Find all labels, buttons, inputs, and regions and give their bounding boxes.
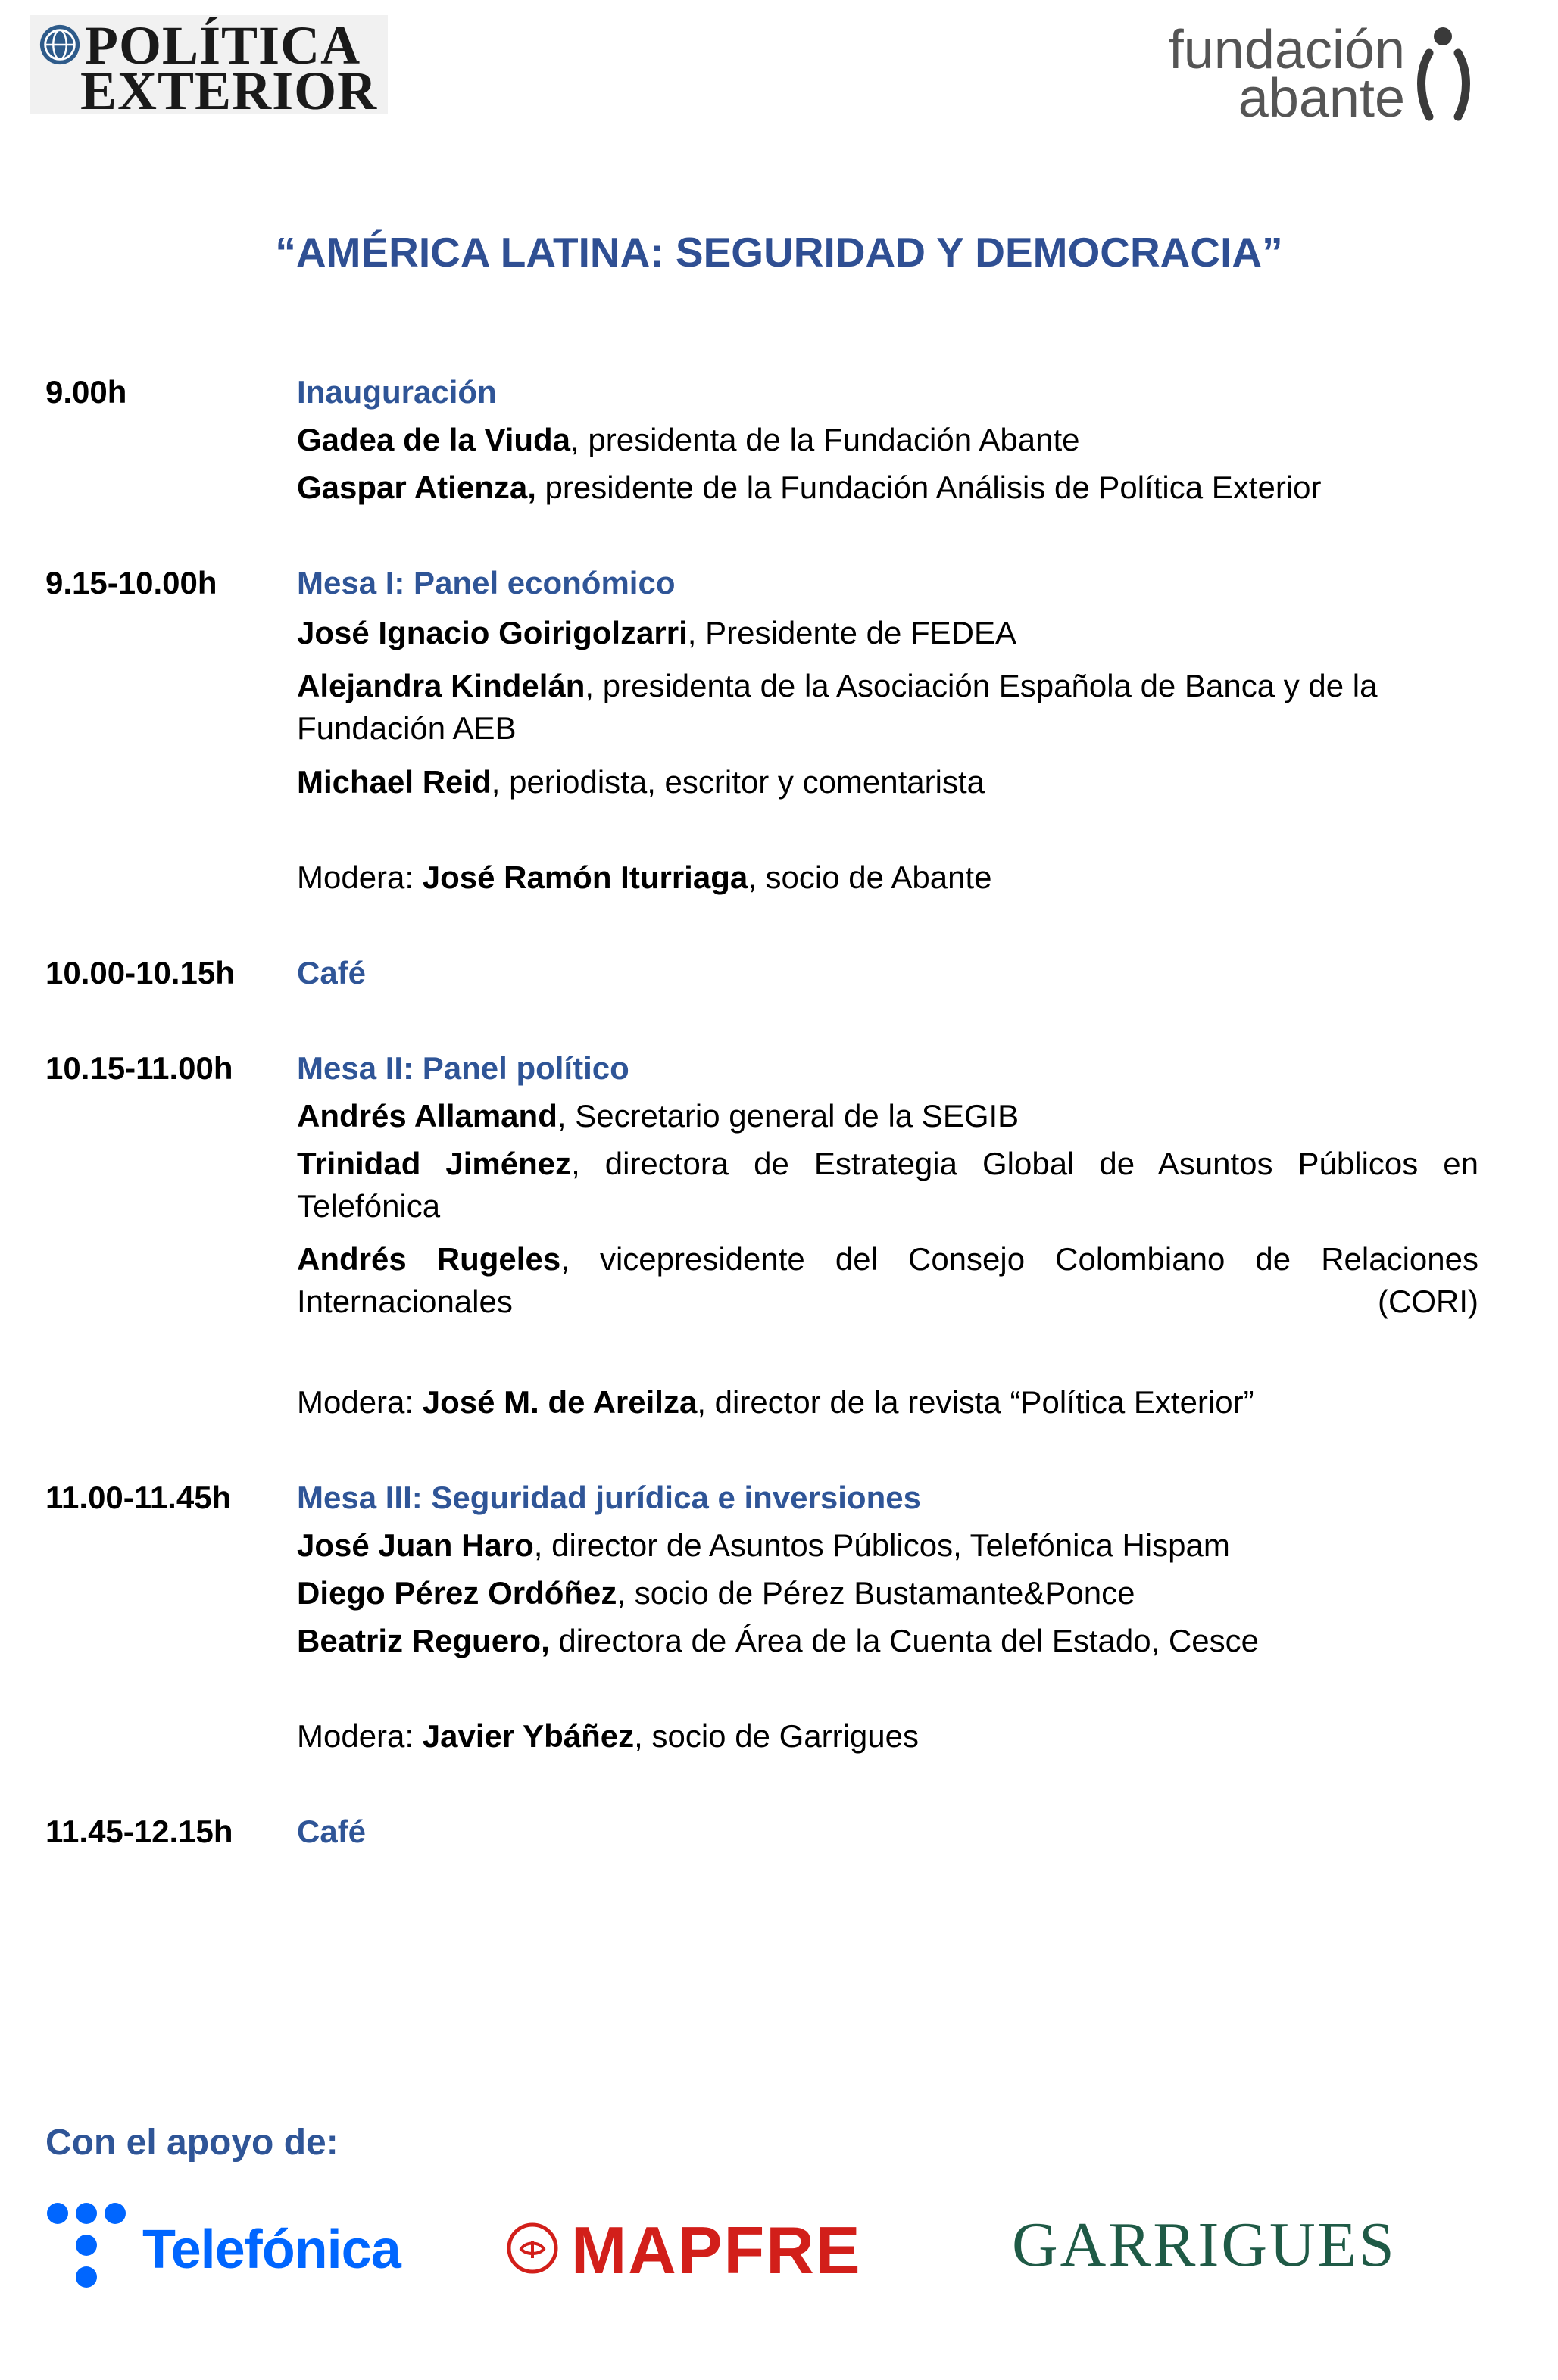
speaker-line bbox=[297, 1238, 1478, 1323]
abante-logo-line2: abante bbox=[1238, 68, 1405, 129]
speaker-name: Alejandra Kindelán bbox=[297, 668, 585, 703]
garrigues-logo: GARRIGUES bbox=[1012, 2210, 1397, 2280]
session-heading: Café bbox=[297, 955, 367, 990]
session-heading: Inauguración bbox=[297, 374, 497, 410]
politica-exterior-logo bbox=[30, 15, 388, 121]
speaker-line bbox=[297, 761, 1478, 803]
politica-logo-line2: EXTERIOR bbox=[80, 61, 378, 121]
session-time: 10.00-10.15h bbox=[45, 955, 235, 990]
session-time: 11.00-11.45h bbox=[45, 1480, 232, 1515]
moderator-role: , socio de Garrigues bbox=[634, 1718, 920, 1754]
globe-emblem-icon bbox=[38, 23, 82, 67]
speaker-name: José Juan Haro bbox=[297, 1527, 534, 1563]
mapfre-emblem-icon bbox=[506, 2222, 559, 2275]
speaker-name: Gadea de la Viuda bbox=[297, 422, 571, 457]
speaker-role: directora de Área de la Cuenta del Estado, Cesce bbox=[549, 1623, 1259, 1658]
session-heading: Mesa II: Panel político bbox=[297, 1050, 629, 1086]
moderator-line bbox=[297, 856, 1478, 899]
telefonica-wordmark: Telefónica bbox=[142, 2219, 401, 2280]
speaker-line bbox=[297, 466, 1478, 509]
event-title: “AMÉRICA LATINA: SEGURIDAD Y DEMOCRACIA” bbox=[275, 229, 1283, 276]
moderator-line bbox=[297, 1715, 1478, 1758]
mapfre-logo bbox=[506, 2211, 915, 2294]
speaker-role: , Presidente de FEDEA bbox=[687, 615, 1017, 650]
speaker-line bbox=[297, 419, 1478, 461]
session-time: 9.15-10.00h bbox=[45, 565, 217, 600]
session-time: 9.00h bbox=[45, 374, 127, 410]
speaker-name: Gaspar Atienza, bbox=[297, 469, 536, 505]
speaker-role: , director de Asuntos Públicos, Telefónica Hispam bbox=[533, 1527, 1230, 1563]
speaker-role: , Secretario general de la SEGIB bbox=[557, 1098, 1019, 1134]
mapfre-wordmark: MAPFRE bbox=[571, 2213, 862, 2288]
politica-logo-line1: POLÍTICA bbox=[85, 15, 361, 76]
speaker-name: Andrés Rugeles bbox=[297, 1241, 561, 1277]
speaker-line bbox=[297, 1620, 1478, 1662]
speaker-line bbox=[297, 1524, 1478, 1567]
moderator-prefix: Modera: bbox=[297, 1384, 423, 1420]
speaker-role: , socio de Pérez Bustamante&Ponce bbox=[617, 1575, 1135, 1611]
telefonica-dots-icon bbox=[44, 2200, 135, 2298]
telefonica-logo bbox=[44, 2200, 400, 2298]
moderator-name: José Ramón Iturriaga bbox=[422, 859, 748, 895]
speaker-role: presidente de la Fundación Análisis de Política Exterior bbox=[535, 469, 1322, 505]
speaker-line bbox=[297, 1095, 1478, 1137]
session-heading: Café bbox=[297, 1814, 367, 1849]
abante-logo-line1: fundación bbox=[1168, 20, 1405, 80]
abante-figure-icon bbox=[1413, 26, 1481, 124]
speaker-role: , presidenta de la Asociación Española de Banca y de la Fundación AEB bbox=[297, 668, 1378, 746]
speaker-role: , presidenta de la Fundación Abante bbox=[570, 422, 1080, 457]
moderator-prefix: Modera: bbox=[297, 859, 423, 895]
moderator-name: Javier Ybáñez bbox=[422, 1718, 635, 1754]
moderator-role: , socio de Abante bbox=[748, 859, 992, 895]
speaker-line bbox=[297, 665, 1463, 750]
session-time: 10.15-11.00h bbox=[45, 1050, 233, 1086]
speaker-role: , directora de Estrategia Global de Asuntos Públicos en Telefónica bbox=[297, 1146, 1478, 1224]
moderator-name: José M. de Areilza bbox=[422, 1384, 698, 1420]
speaker-line bbox=[297, 612, 1478, 654]
moderator-line bbox=[297, 1381, 1478, 1424]
fundacion-abante-logo bbox=[1117, 21, 1481, 127]
moderator-prefix: Modera: bbox=[297, 1718, 423, 1754]
moderator-role: , director de la revista “Política Exterior” bbox=[697, 1384, 1254, 1420]
speaker-role: , periodista, escritor y comentarista bbox=[491, 764, 985, 800]
speaker-line bbox=[297, 1572, 1478, 1614]
speaker-name: Trinidad Jiménez bbox=[297, 1146, 572, 1181]
speaker-name: Diego Pérez Ordóñez bbox=[297, 1575, 617, 1611]
session-heading: Mesa III: Seguridad jurídica e inversiones bbox=[297, 1480, 921, 1515]
session-heading: Mesa I: Panel económico bbox=[297, 565, 676, 600]
supporters-label: Con el apoyo de: bbox=[45, 2123, 339, 2163]
speaker-name: Andrés Allamand bbox=[297, 1098, 557, 1134]
speaker-line bbox=[297, 1143, 1478, 1227]
session-time: 11.45-12.15h bbox=[45, 1814, 233, 1849]
speaker-name: Michael Reid bbox=[297, 764, 492, 800]
speaker-name: José Ignacio Goirigolzarri bbox=[297, 615, 688, 650]
speaker-name: Beatriz Reguero, bbox=[297, 1623, 550, 1658]
speaker-role: , vicepresidente del Consejo Colombiano de Relaciones Internacionales (CORI) bbox=[297, 1241, 1478, 1319]
